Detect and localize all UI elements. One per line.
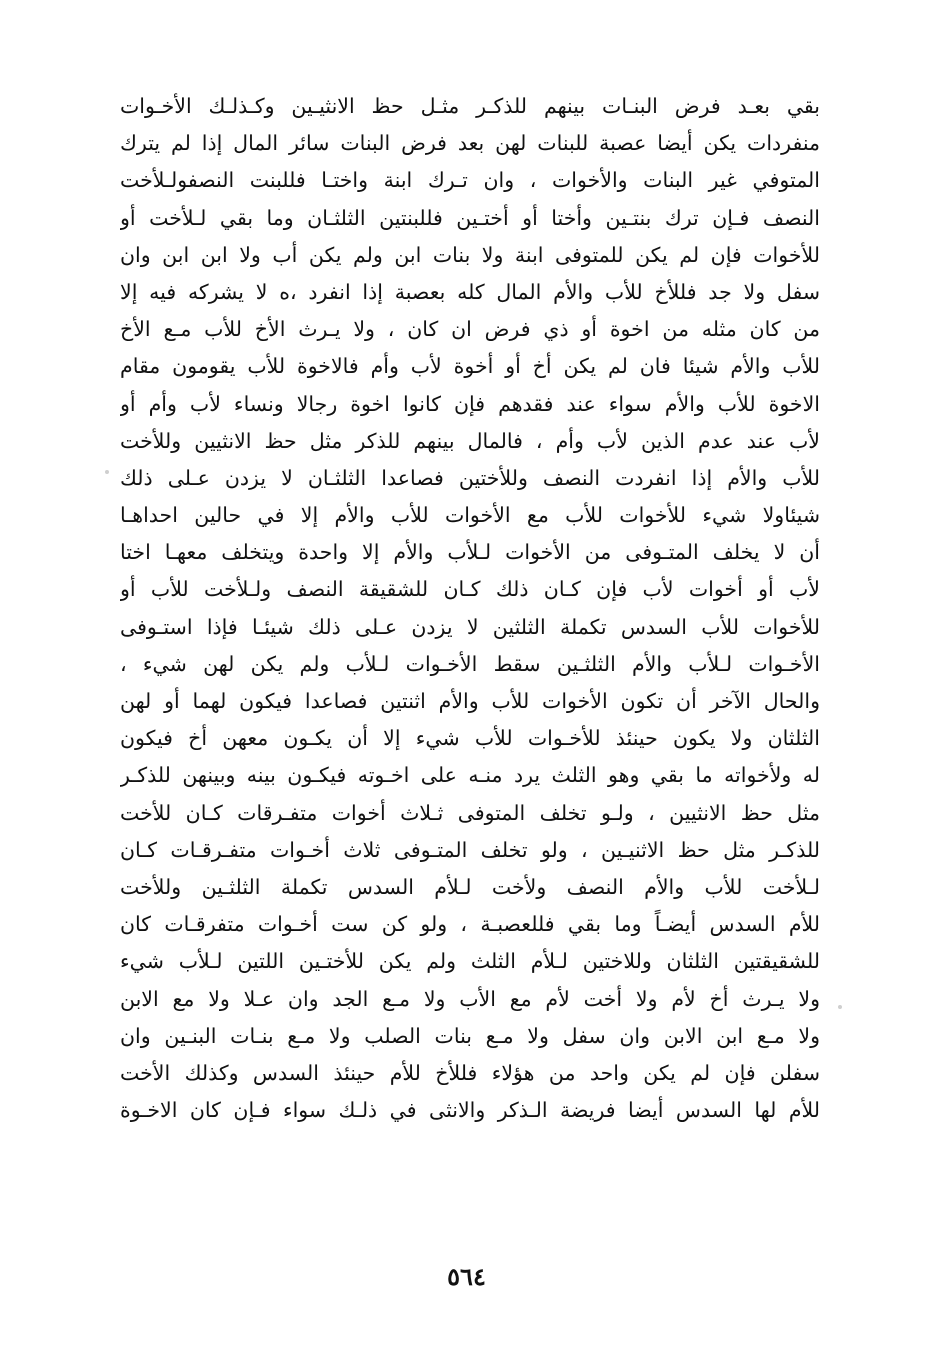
text-line: للأخوات فإن لم يكن للمتوفى ابنة ولا بنات ابن ولم يكن أب ولا ابن ابن وان xyxy=(120,242,820,267)
text-line: له ولأخواته ما بقي وهو الثلث يرد منـه على اخـوته فيكـون بينه وبينهن للذكـر xyxy=(120,763,820,788)
text-line: لأب عند عدم الذين لأب وأم ، فالمال بينهم للذكر مثل حظ الانثيين وللأخت xyxy=(120,428,820,453)
text-line: للأخوات للأب السدس تكملة الثلثين لا يزدن عـلى ذلك شيئـا فإذا استـوفى xyxy=(120,614,820,639)
text-line: سفل ولا جد فللأخ للأب والأم المال كله بعصبة إذا انفرد ،ه لا يشركه فيه إلا xyxy=(120,279,820,304)
text-line: النصف فـإن ترك بنتـين وأختا أو أختـين فللبنتين الثلثـان وما بقي لـلأخت أو xyxy=(120,205,820,230)
text-line: ولا يـرث أخ لأم ولا أخت لأم مع الأب ولا مـع الجد وان عـلا ولا مع الابن xyxy=(120,986,820,1011)
text-line: شيئاولا شيء للأخوات للأب مع الأخوات للأب والأم إلا في حالين احداهـا xyxy=(120,503,820,528)
text-line: سفلن فإن لم يكن واحد من هؤلاء فللأخ للأم حينئذ السدس وكذلك الأخت xyxy=(120,1060,820,1085)
text-line: الثلثان ولا يكون حينئذ للأخـوات للأب شيء إلا أن يكـون معهن أخ فيكون xyxy=(120,726,820,751)
text-line: للأم لها السدس أيضا فريضة الـذكر والانثى في ذلـك سواء فـإن كان الاخـوة xyxy=(120,1098,820,1123)
text-line: الاخوة للأب والأم سواء عند فقدهم فإن كانوا اخوة رجالا ونساء لأب وأم أو xyxy=(120,391,820,416)
text-line: للأب والأم شيئا فان لم يكن أخ أو أخوة لأب وأم فالاخوة للأب يقومون مقام xyxy=(120,354,820,379)
text-line: منفردات يكن أيضا عصبة للبنات لهن بعد فرض البنات سائر المال إذا لم يترك xyxy=(120,131,820,156)
text-line: مثل حظ الانثيين ، ولـو تخلف المتوفى ثـلاث أخوات متفـرقات كـان للأخت xyxy=(120,800,820,825)
text-line: للأب والأم إذا انفردت النصف وللأختين فصاعدا الثلثـان لا يزدن عـلى ذلك xyxy=(120,465,820,490)
text-line: أن لا يخلف المتـوفى من الأخوات لـلأب والأم إلا واحدة ويتخلف معهـا اختا xyxy=(120,540,820,565)
body-text xyxy=(120,88,820,1129)
text-line: للذكـر مثل حظ الاثنيـين ، ولو تخلف المتـوفى ثلاث أخـوات متفـرقـات كـان xyxy=(120,837,820,862)
text-line: ولا مـع ابن الابن وان سفل ولا مـع بنات الصلب ولا مـع بنـات البنـين وان xyxy=(120,1023,820,1048)
text-line: المتوفي غير البنات والأخوات ، وان تـرك ابنة واختـا فللبنت النصفولـلأخت xyxy=(120,168,820,193)
text-line: للأم السدس أيضـاً وما بقي فللعصبـة ، ولو كن ست أخـوات متفرقـات كان xyxy=(120,912,820,937)
scan-speck xyxy=(105,470,109,474)
text-line: لـلأخت للأب والأم النصف ولأخت لـلأم السدس تكملة الثلثـين وللأخت xyxy=(120,874,820,899)
text-line: الأخـوات لـلأب والأم الثلثـين سقط الأخـوات لـلأب ولم يكن لهن شيء ، xyxy=(120,651,820,676)
text-line: بقي بعـد فرض البنـات بينهم للذكـر مثـل حظ الانثيـين وكـذلـك الأخـوات xyxy=(120,94,820,118)
text-line: لأب أو أخوات لأب فإن كـان ذلك كـان للشقيقة النصف ولـلأخت للأب أو xyxy=(120,577,820,602)
text-line: للشقيقتين الثلثان وللاختين لـلأم الثلث ولم يكن للأختـين اللتين لـلأب شيء xyxy=(120,949,820,974)
text-line: من كان مثله من اخوة أو ذي فرض ان كان ، ولا يـرث الأخ للأب مـع الأخ xyxy=(120,317,820,342)
text-line: والحال الآخر أن تكون الأخوات للأب والأم اثنتين فصاعدا فيكون لهما أو لهن xyxy=(120,689,820,713)
scan-speck xyxy=(838,1005,842,1009)
page-number: ٥٦٤ xyxy=(447,1262,486,1291)
